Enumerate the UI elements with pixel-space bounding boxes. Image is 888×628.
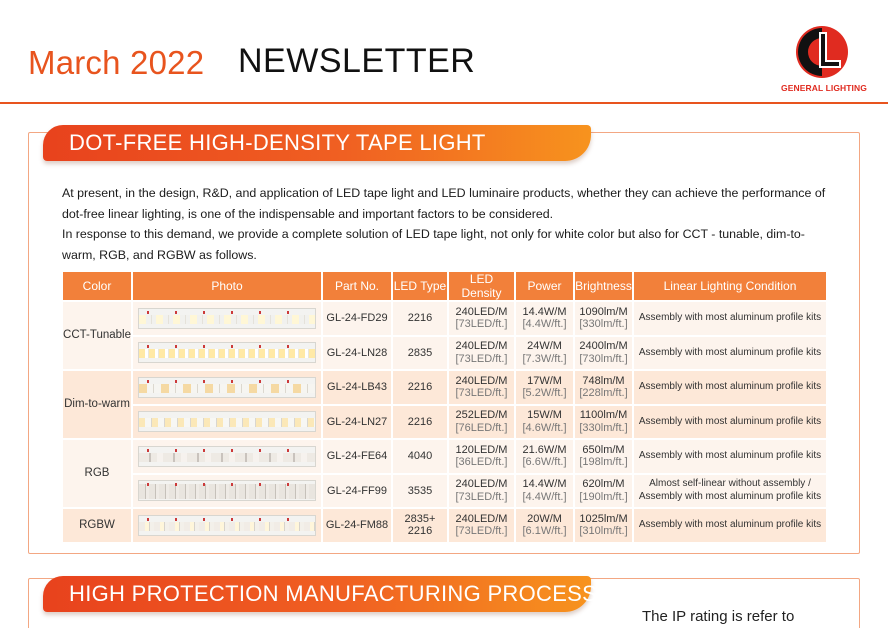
led-density: 120LED/M [36LED/ft.] (448, 439, 515, 474)
header-divider (0, 102, 888, 104)
photo-cell (132, 301, 322, 336)
led-type: 2216 (392, 405, 448, 440)
photo-cell (132, 474, 322, 509)
table-row (62, 301, 827, 336)
table-row (62, 405, 827, 440)
photo-cell (132, 370, 322, 405)
section-title-tape-light: DOT-FREE HIGH-DENSITY TAPE LIGHT (43, 125, 591, 161)
tape-photo-fm88 (138, 515, 316, 536)
part-no: GL-24-FF99 (322, 474, 392, 509)
lighting-condition: Assembly with most aluminum profile kits (633, 370, 827, 405)
header-part-no: Part No. (322, 271, 392, 301)
intro-paragraph-1: At present, in the design, R&D, and application of LED tape light and LED luminaire products, whether they can achieve the performance of dot-free linear lighting, is one of the indispensable and important factors to be considered. (62, 186, 826, 221)
part-no: GL-24-LN27 (322, 405, 392, 440)
tape-photo-ln27 (138, 411, 316, 432)
tape-light-spec-table (61, 270, 828, 544)
brightness: 1090lm/M [330lm/ft.] (574, 301, 633, 336)
header-linear-lighting-condition: Linear Lighting Condition (633, 271, 827, 301)
power: 14.4W/M [4.4W/ft.] (515, 301, 574, 336)
brightness: 2400lm/M [730lm/ft.] (574, 336, 633, 371)
lighting-condition: Assembly with most aluminum profile kits (633, 405, 827, 440)
power: 14.4W/M [4.4W/ft.] (515, 474, 574, 509)
brightness: 650lm/M [198lm/ft.] (574, 439, 633, 474)
power: 24W/M [7.3W/ft.] (515, 336, 574, 371)
brightness: 1025lm/M [310lm/ft.] (574, 508, 633, 543)
photo-cell (132, 508, 322, 543)
header-color: Color (62, 271, 132, 301)
led-density: 240LED/M [73LED/ft.] (448, 301, 515, 336)
led-density: 240LED/M [73LED/ft.] (448, 474, 515, 509)
tape-photo-ln28 (138, 342, 316, 363)
tape-photo-fd29 (138, 308, 316, 329)
lighting-condition: Assembly with most aluminum profile kits (633, 508, 827, 543)
led-density: 252LED/M [76LED/ft.] (448, 405, 515, 440)
tape-photo-fe64 (138, 446, 316, 467)
table-row (62, 370, 827, 405)
header-led-density: LED Density (448, 271, 515, 301)
header-power: Power (515, 271, 574, 301)
lighting-condition: Assembly with most aluminum profile kits (633, 336, 827, 371)
ip-rating-text: The IP rating is refer to (642, 608, 795, 625)
power: 20W/M [6.1W/ft.] (515, 508, 574, 543)
header-photo: Photo (132, 271, 322, 301)
tape-photo-lb43 (138, 377, 316, 398)
power: 15W/M [4.6W/ft.] (515, 405, 574, 440)
led-type: 4040 (392, 439, 448, 474)
section-title-protection: HIGH PROTECTION MANUFACTURING PROCESS (43, 576, 591, 612)
led-type: 2835 (392, 336, 448, 371)
lighting-condition: Almost self-linear without assembly / Assembly with most aluminum profile kits (633, 474, 827, 509)
part-no: GL-24-FM88 (322, 508, 392, 543)
led-density: 240LED/M [73LED/ft.] (448, 508, 515, 543)
photo-cell (132, 439, 322, 474)
newsletter-title: NEWSLETTER (238, 42, 476, 80)
intro-paragraph-2: In response to this demand, we provide a complete solution of LED tape light, not only for white color but also for CCT - tunable, dim-to-warm, RGB, and RGBW as follows. (62, 227, 805, 262)
brightness: 748lm/M [228lm/ft.] (574, 370, 633, 405)
table-row (62, 474, 827, 509)
newsletter-header (0, 0, 888, 104)
issue-date: March 2022 (28, 44, 205, 81)
led-density: 240LED/M [73LED/ft.] (448, 370, 515, 405)
part-no: GL-24-LB43 (322, 370, 392, 405)
brightness: 620lm/M [190lm/ft.] (574, 474, 633, 509)
part-no: GL-24-FD29 (322, 301, 392, 336)
part-no: GL-24-LN28 (322, 336, 392, 371)
group-rgb: RGB (62, 439, 132, 508)
brightness: 1100lm/M [330lm/ft.] (574, 405, 633, 440)
intro-paragraph (62, 183, 837, 265)
led-type: 2216 (392, 301, 448, 336)
part-no: GL-24-FE64 (322, 439, 392, 474)
power: 21.6W/M [6.6W/ft.] (515, 439, 574, 474)
tape-photo-ff99 (138, 480, 316, 501)
lighting-condition: Assembly with most aluminum profile kits (633, 301, 827, 336)
table-row (62, 439, 827, 474)
power: 17W/M [5.2W/ft.] (515, 370, 574, 405)
led-density: 240LED/M [73LED/ft.] (448, 336, 515, 371)
general-lighting-logo (774, 20, 874, 100)
table-row (62, 508, 827, 543)
group-rgbw: RGBW (62, 508, 132, 543)
brand-name: GENERAL LIGHTING (781, 83, 867, 93)
photo-cell (132, 336, 322, 371)
table-header-row (62, 271, 827, 301)
table-row (62, 336, 827, 371)
header-brightness: Brightness (574, 271, 633, 301)
led-type: 2216 (392, 370, 448, 405)
group-dim-to-warm: Dim-to-warm (62, 370, 132, 439)
led-type: 2835+ 2216 (392, 508, 448, 543)
header-led-type: LED Type (392, 271, 448, 301)
gl-logo-icon (792, 22, 854, 82)
group-cct-tunable: CCT-Tunable (62, 301, 132, 370)
photo-cell (132, 405, 322, 440)
led-type: 3535 (392, 474, 448, 509)
lighting-condition: Assembly with most aluminum profile kits (633, 439, 827, 474)
